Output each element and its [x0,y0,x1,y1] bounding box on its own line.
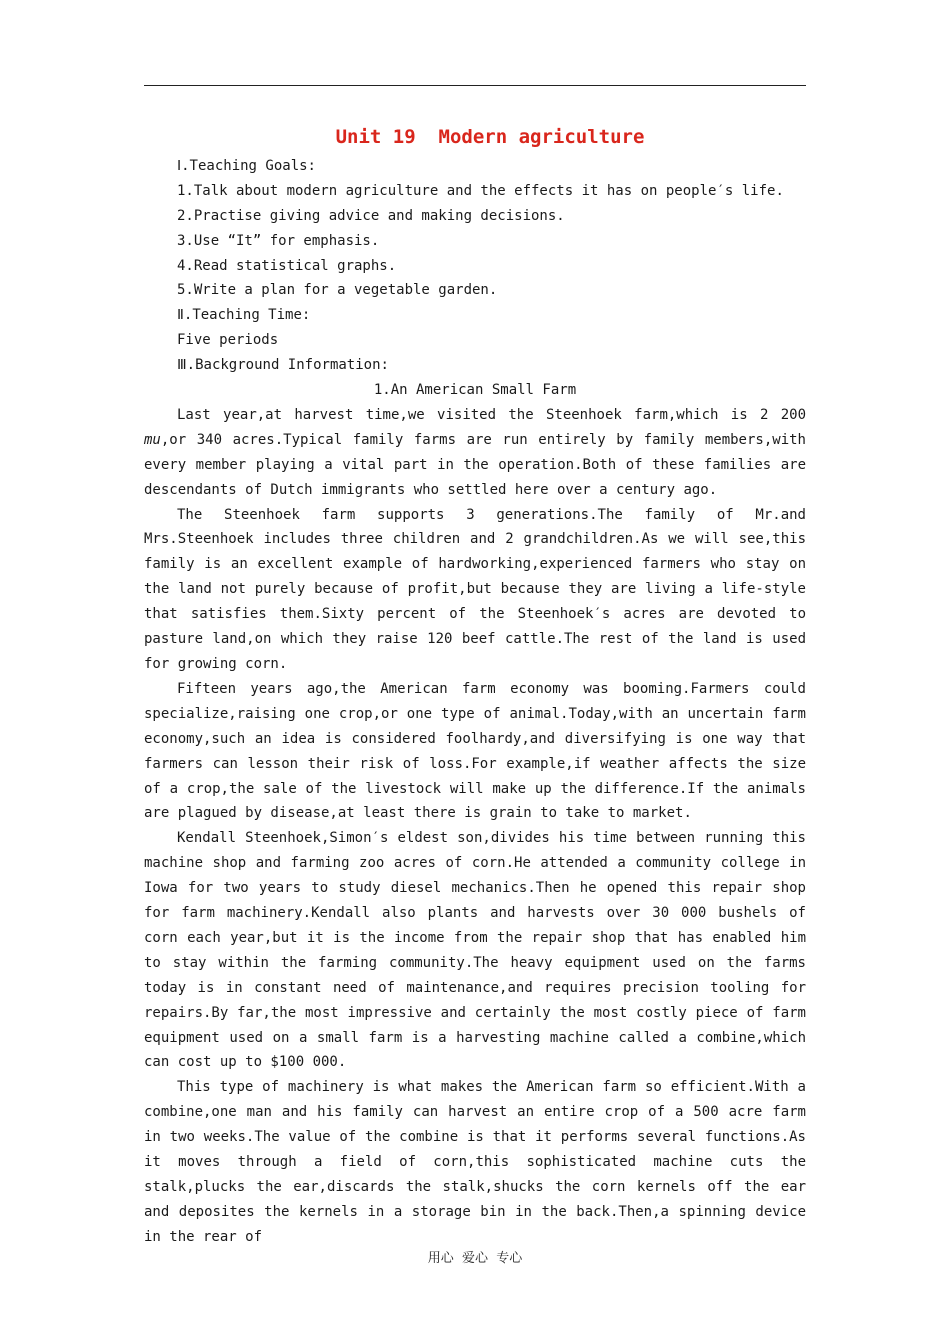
paragraph-1-part-a: Last year,at harvest time,we visited the Steenhoek farm,which is 2 200 [177,406,806,423]
time-heading: Ⅱ.Teaching Time: [177,307,311,324]
goals-heading: Ⅰ.Teaching Goals: [177,158,316,174]
paragraph-1-part-b: ,or 340 acres.Typical family farms are run entirely by family members,with every member playing a vital part in the operation.Both of these families are descendants of Dutch immigrants who settled here over a century ago. [144,431,806,498]
paragraph-5: This type of machinery is what makes the American farm so efficient.With a combine,one man and his family can harvest an entire crop of a 500 acre farm in two weeks.The value of the combine is that it performs several functions.As it moves through a field of corn,this sophisticated machine cuts the stalk,plucks the ear,discards the stalk,shucks the corn kernels off the ear and deposites the kernels in a storage bin in the back.Then,a spinning device in the rear of [144,1079,806,1245]
paragraph-4: Kendall Steenhoek,Simon′s eldest son,divides his time between running this machine shop and farming zoo acres of corn.He attended a community college in Iowa for two years to study diesel mechanics.Then he opened this repair shop for farm machinery.Kendall also plants and harvests over 30 000 bushels of corn each year,but it is the income from the repair shop that has enabled him to stay within the farming community.The heavy equipment used on the farms today is in constant need of maintenance,and requires precision tooling for repairs.By far,the most impressive and certainly the most costly piece of farm equipment used on a small farm is a harvesting machine called a combine,which can cost up to $100 000. [144,830,806,1071]
time-value: Five periods [177,332,279,349]
page-title: Unit 19 Modern agriculture [335,126,645,148]
goal-item: 3.Use “It” for emphasis. [177,232,380,249]
background-heading: Ⅲ.Background Information: [177,357,389,374]
paragraph-1 [144,403,806,503]
goal-item: 2.Practise giving advice and making decisions. [177,207,565,224]
section-title: 1.An American Small Farm [373,382,577,399]
page-footer: 用心 爱心 专心 [427,1251,523,1266]
document-page [144,120,806,1250]
header-rule [144,85,806,86]
goal-item: 5.Write a plan for a vegetable garden. [177,282,498,299]
goal-item: 1.Talk about modern agriculture and the effects it has on people′s life. [177,182,784,199]
paragraph-3: Fifteen years ago,the American farm economy was booming.Farmers could specialize,raising one crop,or one type of animal.Today,with an uncertain farm economy,such an idea is considered foolhardy,and diversifying is one way that farmers can lesson their risk of loss.For example,if weather affects the size of a crop,the sale of the livestock will make up the difference.If the animals are plagued by disease,at least there is grain to take to market. [144,680,806,822]
paragraph-1-mu: mu [144,431,161,448]
goal-item: 4.Read statistical graphs. [177,257,397,274]
paragraph-2: The Steenhoek farm supports 3 generations.The family of Mr.and Mrs.Steenhoek includes three children and 2 grandchildren.As we will see,this family is an excellent example of hardworking,experienced farmers who stay on the land not purely because of profit,but because they are living a life-style that satisfies them.Sixty percent of the Steenhoek′s acres are devoted to pasture land,on which they raise 120 beef cattle.The rest of the land is used for growing corn. [144,506,806,672]
